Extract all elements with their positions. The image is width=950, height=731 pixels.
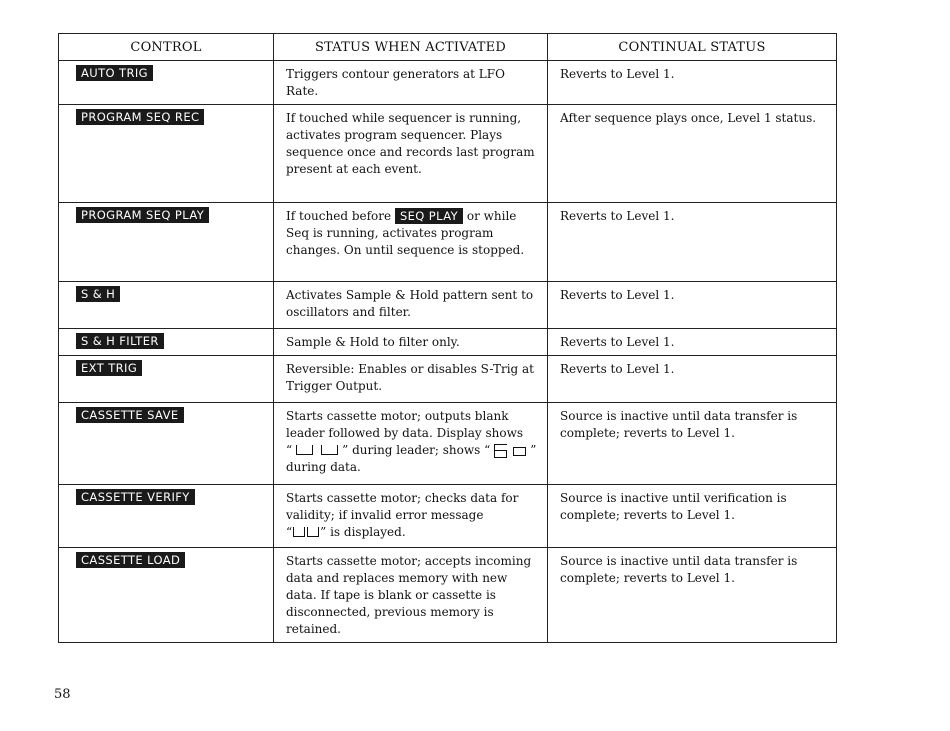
continual-cell: Source is inactive until verification is complete; reverts to Level 1.	[548, 485, 837, 548]
blank-segment-icon	[296, 445, 313, 455]
table-row	[59, 105, 837, 203]
status-cell: If touched while sequencer is running, activates program sequencer. Plays sequence once and records last program present at each event.	[274, 105, 548, 203]
status-cell: Starts cassette motor; checks data for validity; if invalid error message “ ” is displayed.	[274, 485, 548, 548]
continual-cell: Reverts to Level 1.	[548, 282, 837, 329]
continual-cell: After sequence plays once, Level 1 status.	[548, 105, 837, 203]
header-continual-status: CONTINUAL STATUS	[548, 34, 837, 61]
table-row	[59, 282, 837, 329]
table-row	[59, 329, 837, 356]
table-row	[59, 485, 837, 548]
status-cell: Starts cassette motor; accepts incoming data and replaces memory with new data. If tape is blank or cassette is disconnected, previous memory is retained.	[274, 548, 548, 643]
control-label: CASSETTE SAVE	[76, 407, 184, 423]
header-control: CONTROL	[59, 34, 274, 61]
control-status-table	[58, 33, 837, 643]
continual-cell: Source is inactive until data transfer is complete; reverts to Level 1.	[548, 403, 837, 485]
continual-cell: Reverts to Level 1.	[548, 329, 837, 356]
table-row	[59, 403, 837, 485]
status-cell: Activates Sample & Hold pattern sent to oscillators and filter.	[274, 282, 548, 329]
control-label: PROGRAM SEQ REC	[76, 109, 204, 125]
control-label: AUTO TRIG	[76, 65, 153, 81]
status-cell: Reversible: Enables or disables S-Trig at Trigger Output.	[274, 356, 548, 403]
table-row	[59, 203, 837, 282]
blank-segment-icon	[321, 445, 338, 455]
status-cell: Starts cassette motor; outputs blank leader followed by data. Display shows “ ” during leader; shows “ ” during data.	[274, 403, 548, 485]
table-row	[59, 548, 837, 643]
table-row	[59, 61, 837, 105]
status-cell: If touched before SEQ PLAY or while Seq is running, activates program changes. On until sequence is stopped.	[274, 203, 548, 282]
control-label: PROGRAM SEQ PLAY	[76, 207, 209, 223]
segment-s-icon	[494, 444, 507, 457]
control-label: CASSETTE VERIFY	[76, 489, 195, 505]
control-label: EXT TRIG	[76, 360, 142, 376]
continual-cell: Reverts to Level 1.	[548, 61, 837, 105]
continual-cell: Reverts to Level 1.	[548, 356, 837, 403]
status-cell: Triggers contour generators at LFO Rate.	[274, 61, 548, 105]
continual-cell: Reverts to Level 1.	[548, 203, 837, 282]
segment-u-icon	[307, 527, 319, 537]
page-number: 58	[54, 687, 71, 702]
control-label: S & H	[76, 286, 120, 302]
table-row	[59, 356, 837, 403]
table-header-row	[59, 34, 837, 61]
control-label: S & H FILTER	[76, 333, 164, 349]
control-label: CASSETTE LOAD	[76, 552, 185, 568]
header-status-when-activated: STATUS WHEN ACTIVATED	[274, 34, 548, 61]
status-cell: Sample & Hold to filter only.	[274, 329, 548, 356]
seq-play-label: SEQ PLAY	[395, 208, 463, 224]
segment-o-icon	[513, 447, 526, 456]
segment-u-icon	[293, 527, 305, 537]
continual-cell: Source is inactive until data transfer is complete; reverts to Level 1.	[548, 548, 837, 643]
